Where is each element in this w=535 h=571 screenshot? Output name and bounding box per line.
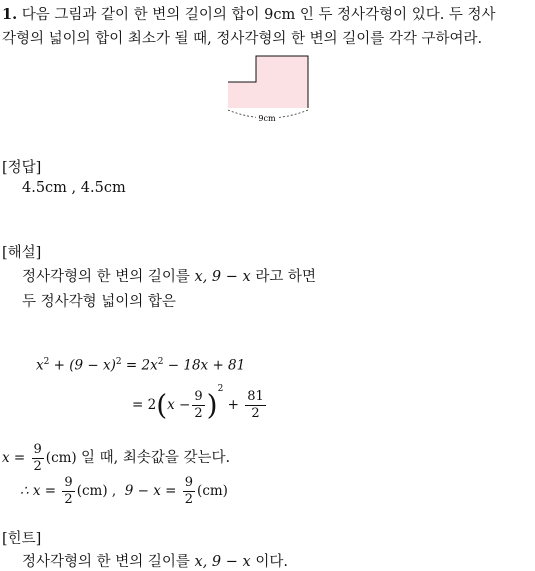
conclusion-2: ∴ x = $\frac{9}{2}$ (cm) , 9 − x = $\frac{9}{2}$ (cm) [20, 475, 228, 507]
hint-header: [힌트] [2, 531, 42, 547]
frac-9-2-d: $\frac{9}{2}$ [184, 475, 194, 507]
frac-9-2-b: $\frac{9}{2}$ [33, 442, 42, 474]
expl-line1-expr: 9 − x [211, 269, 251, 285]
expl-line1-prefix: 정사각형의 한 변의 길이를 [22, 269, 190, 285]
equation-1: $x^2 + (9 - x)^2 = 2x^2 - 18x + 81$ [36, 357, 246, 374]
equation-2: = 2(x − $\frac{9}{2}$ )$^2$ + $\frac{81}{2}$ [132, 384, 264, 422]
explanation-line-1 [22, 265, 316, 286]
small-square [228, 82, 258, 108]
hint-text: 정사각형의 한 변의 길이를 x, 9 − x 이다. [22, 554, 288, 570]
problem-number: 1. [2, 6, 18, 23]
frac-9-2-c: $\frac{9}{2}$ [64, 475, 73, 507]
large-square [256, 56, 308, 108]
expl-line1-suffix: 라고 하면 [255, 269, 316, 285]
explanation-line-2: 두 정사각형 넓이의 합은 [22, 294, 176, 310]
dimension-label: 9cm [258, 114, 276, 123]
problem-text-2: 각형의 넓이의 합이 최소가 될 때, 정사각형의 한 변의 길이를 각각 구하여라. [2, 31, 483, 47]
answer-text: 4.5cm , 4.5cm [22, 180, 126, 196]
answer-header: [정답] [2, 160, 42, 176]
problem-line-1 [2, 3, 496, 24]
conclusion-1: x = $\frac{9}{2}$ (cm) 일 때, 최솟값을 갖는다. [2, 442, 231, 474]
frac-81-2: $\frac{81}{2}$ [247, 389, 264, 421]
problem-text-1: 다음 그림과 같이 한 변의 길이의 합이 9cm 인 두 정사각형이 있다. 두 정사 [21, 7, 496, 23]
explanation-header: [해설] [2, 245, 42, 261]
expl-line1-x: x, [194, 269, 208, 285]
squares-figure [222, 54, 312, 126]
frac-9-2: $\frac{9}{2}$ [194, 389, 203, 421]
